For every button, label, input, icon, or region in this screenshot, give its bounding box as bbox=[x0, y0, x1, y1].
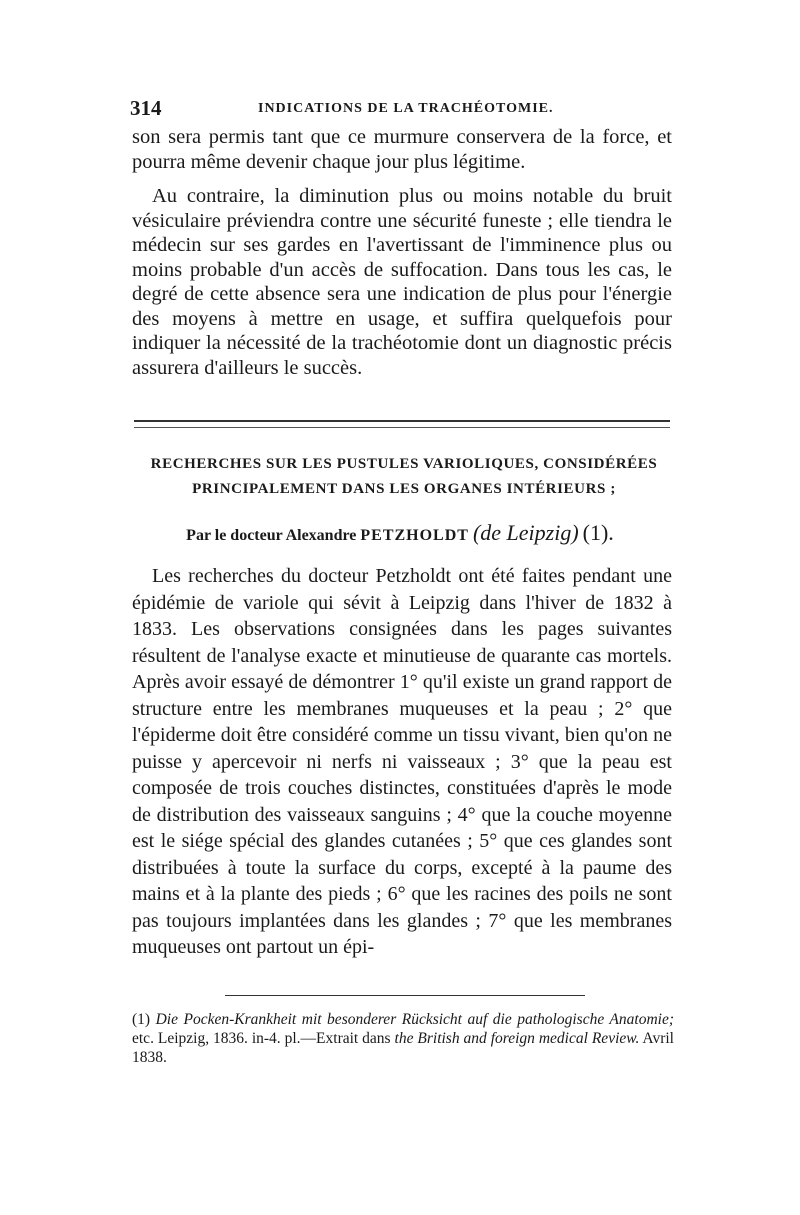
footnote-publication: etc. Leipzig, 1836. in-4. pl.—Extrait dans bbox=[132, 1030, 391, 1047]
author-prefix: Par le docteur Alexandre bbox=[186, 527, 357, 544]
footnote-divider bbox=[225, 995, 585, 996]
page-header bbox=[130, 96, 680, 122]
author-line bbox=[130, 520, 670, 546]
page-number: 314 bbox=[130, 96, 162, 120]
footnote bbox=[132, 1010, 674, 1067]
paragraph-continuation: son sera permis tant que ce murmure conservera de la force, et pourra même devenir chaque jour plus légitime. bbox=[132, 126, 672, 173]
footnote-journal: the British and foreign medical Review. bbox=[394, 1030, 640, 1047]
article-title: RECHERCHES SUR LES PUSTULES VARIOLIQUES, CONSIDÉRÉES PRINCIPALEMENT DANS LES ORGANES INTÉRIEURS ; bbox=[150, 456, 658, 497]
running-head: INDICATIONS DE LA TRACHÉOTOMIE. bbox=[258, 101, 554, 116]
article-body: Les recherches du docteur Petzholdt ont été faites pendant une épidémie de variole qui sévit à Leipzig dans l'hiver de 1832 à 1833. Les observations consignées dans les pages suivantes résultent de l'analyse exacte et minutieuse de quarante cas mortels. Après avoir essayé de démontrer 1° qu'il existe un grand rapport de structure entre les membranes muqueuses et la peau ; 2° que l'épiderme doit être considéré comme un tissu vivant, bien qu'on ne puisse y apercevoir ni nerfs ni vaisseaux ; 3° que la peau est composée de trois couches distinctes, constituées d'après le mode de distribution des vaisseaux sanguins ; 4° que la couche moyenne est le siége spécial des glandes cutanées ; 5° que ces glandes sont distribuées à toute la surface du corps, excepté à la paume des mains et à la plante des pieds ; 6° que les racines des poils ne sont pas toujours implantées dans les glandes ; 7° que les membranes muqueuses ont partout un épi- bbox=[132, 565, 672, 958]
footnote-date: Avril 1838. bbox=[132, 1030, 674, 1066]
paragraph-au-contraire: Au contraire, la diminution plus ou moins notable du bruit vésiculaire préviendra contre une sécurité funeste ; elle tiendra le médecin sur ses gardes en l'avertissant de l'imminence plus ou moins probable d'un accès de suffocation. Dans tous les cas, le degré de cette absence sera une indication de plus pour l'énergie des moyens à mettre en usage, et suffira quelquefois pour indiquer la nécessité de la trachéotomie dont un diagnostic précis assurera d'ailleurs le succès. bbox=[132, 185, 672, 379]
author-name: PETZHOLDT bbox=[360, 527, 469, 544]
author-origin: (de Leipzig) bbox=[472, 520, 579, 545]
footnote-reference: (1). bbox=[582, 520, 614, 545]
footnote-marker: (1) bbox=[132, 1011, 151, 1028]
section-divider bbox=[134, 420, 670, 428]
footnote-book-title: Die Pocken-Krankheit mit besonderer Rücksicht auf die pathologische Anatomie; bbox=[155, 1011, 674, 1028]
